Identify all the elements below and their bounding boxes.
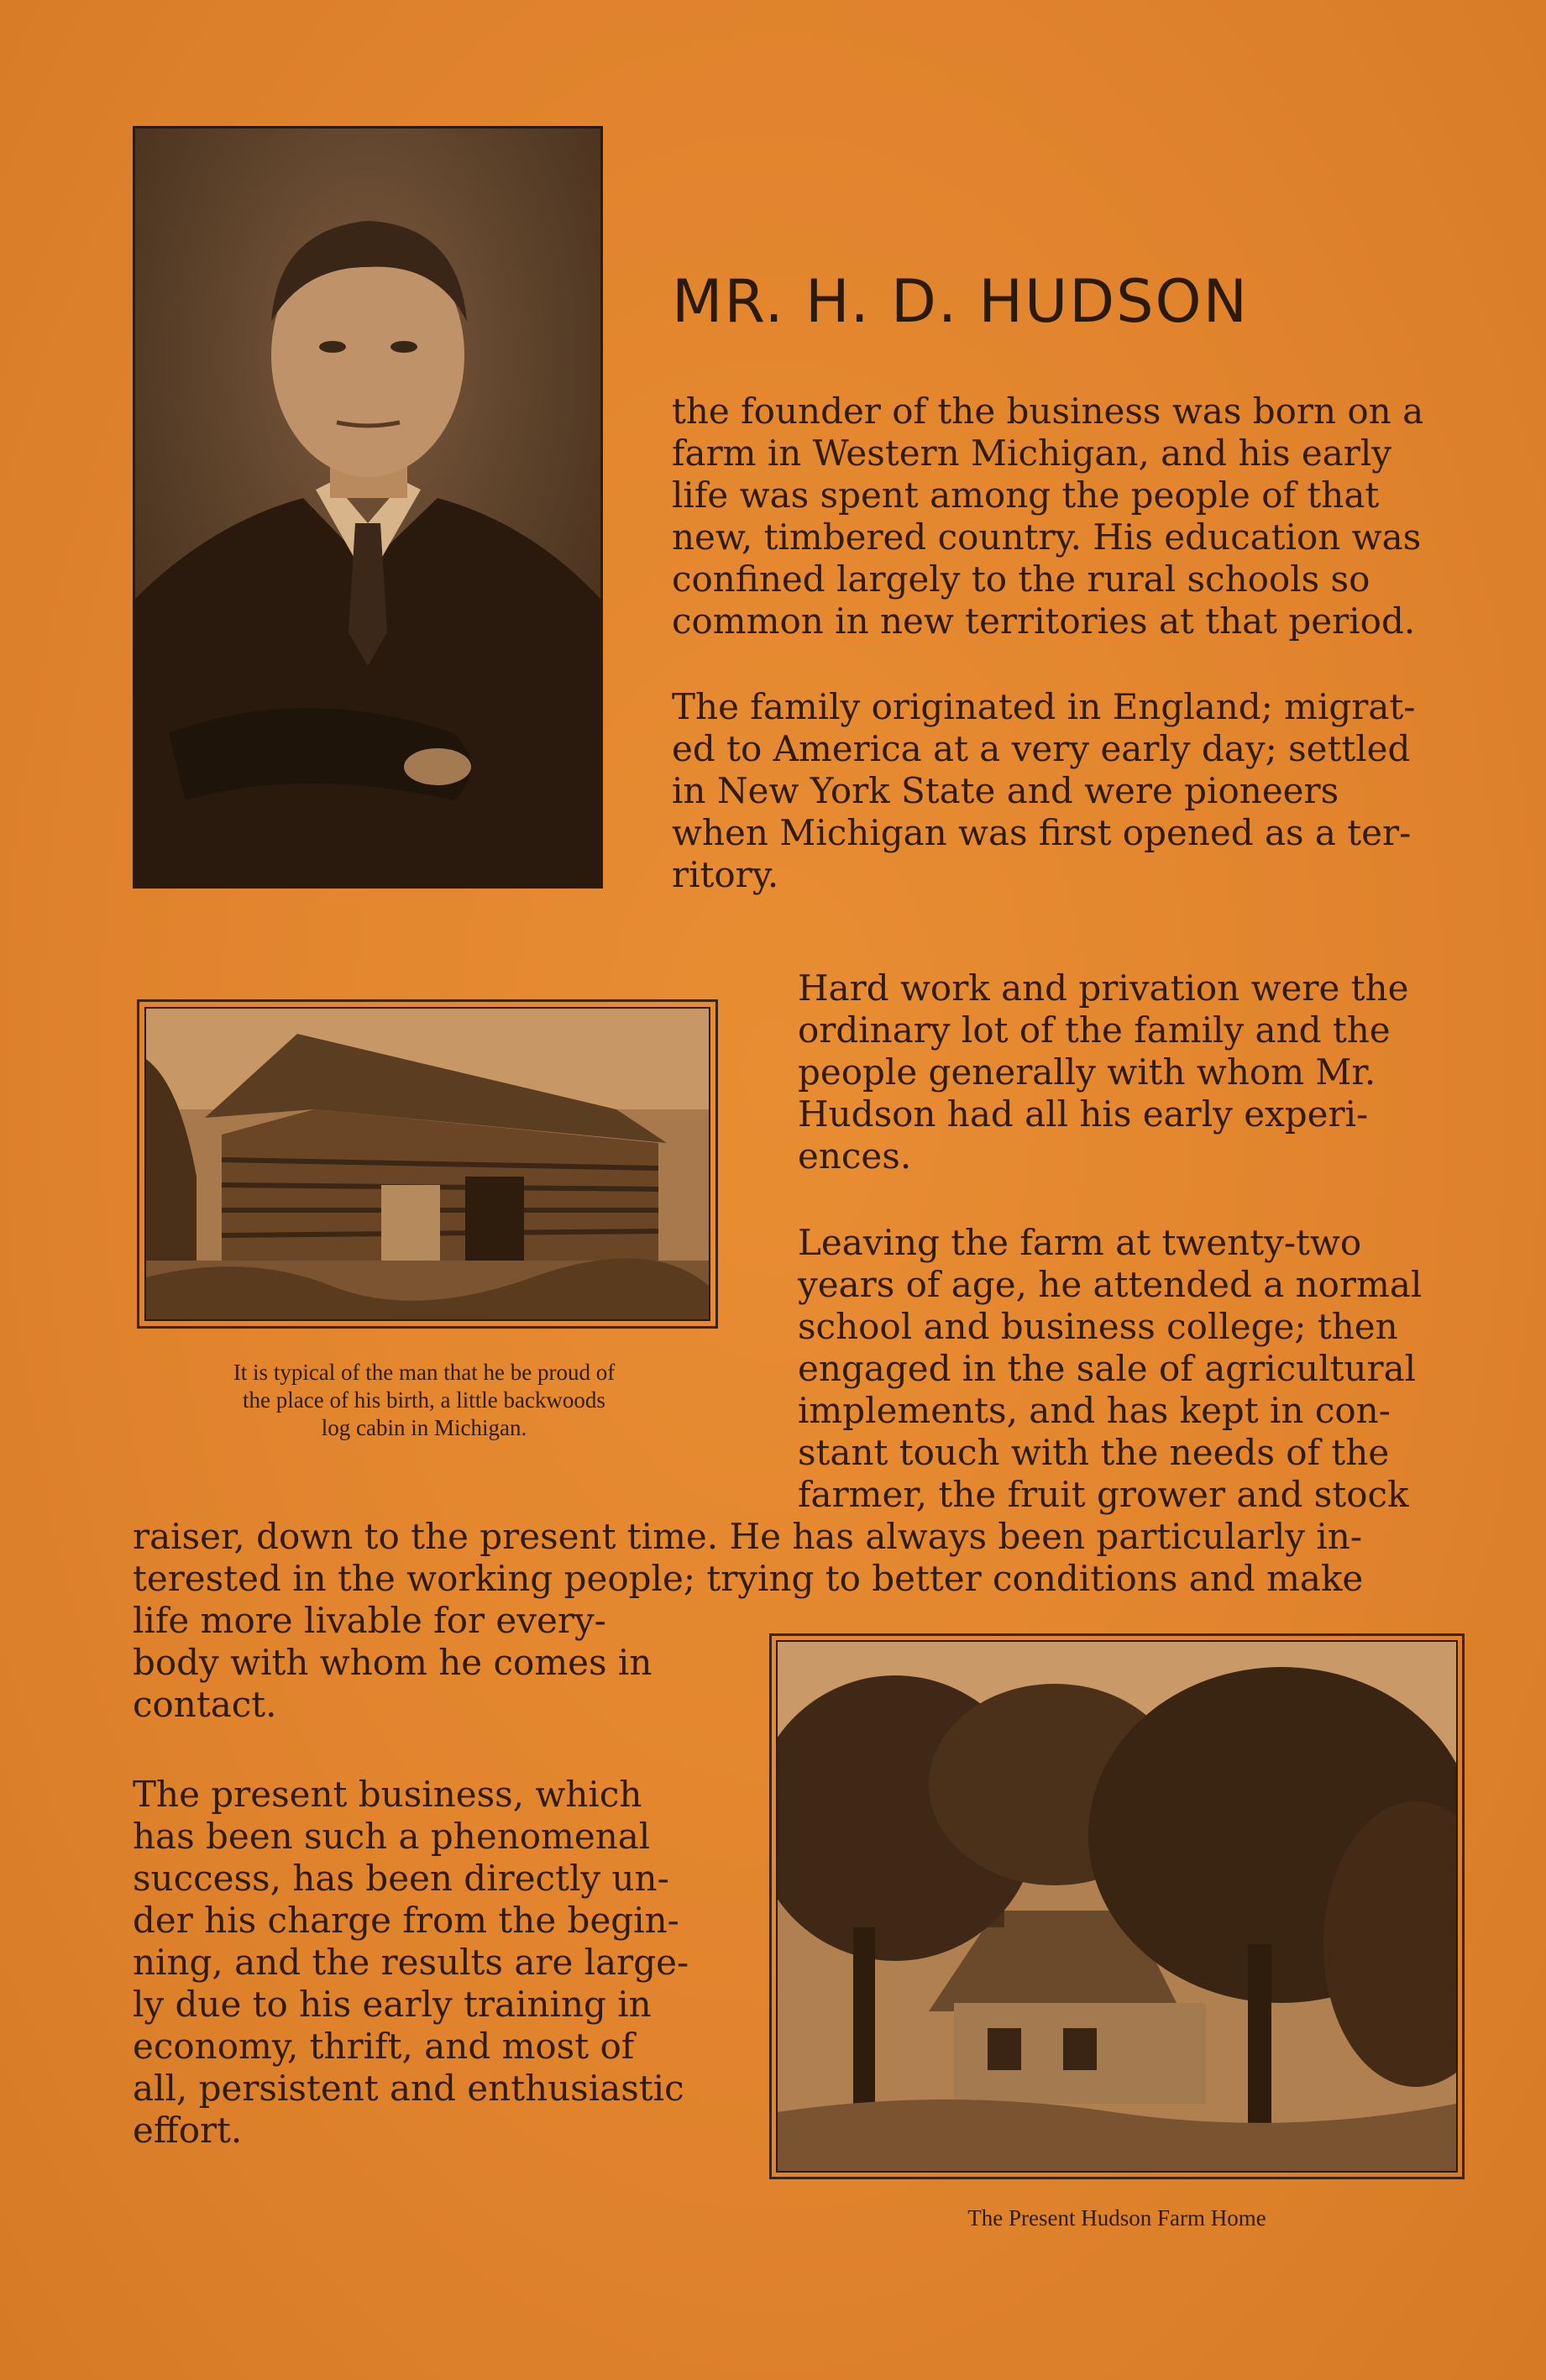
intro-paragraph <box>672 391 1470 642</box>
p4-line-5: implements, and has kept in con- <box>798 1390 1391 1431</box>
career-paragraph-left <box>133 1600 712 1726</box>
page-title: MR. H. D. HUDSON <box>672 267 1250 336</box>
p1-line-1: the founder of the business was born on a <box>672 391 1424 432</box>
p2-line-4: when Michigan was first opened as a ter- <box>672 812 1412 853</box>
p4-full-line-1: raiser, down to the present time. He has always been particularly in- <box>133 1516 1363 1557</box>
p4-left-line-1: life more livable for every- <box>133 1600 606 1641</box>
p3-line-4: Hudson had all his early experi- <box>798 1093 1369 1135</box>
p5-line-1: The present business, which <box>133 1774 642 1815</box>
p4-line-6: stant touch with the needs of the <box>798 1432 1390 1473</box>
p1-line-2: farm in Western Michigan, and his early <box>672 432 1392 474</box>
cabin-caption-line-1: It is typical of the man that he be proud of <box>233 1360 616 1385</box>
cabin-caption-line-2: the place of his birth, a little backwoods <box>243 1387 605 1413</box>
p3-line-3: people generally with whom Mr. <box>798 1051 1376 1093</box>
p4-line-2: years of age, he attended a normal <box>798 1264 1423 1305</box>
hardship-paragraph <box>798 967 1470 1177</box>
p4-left-line-2: body with whom he comes in <box>133 1642 652 1683</box>
p5-line-7: economy, thrift, and most of <box>133 2026 635 2067</box>
cabin-caption-line-3: log cabin in Michigan. <box>321 1415 527 1440</box>
p3-line-1: Hard work and privation were the <box>798 967 1409 1009</box>
p1-line-5: confined largely to the rural schools so <box>672 558 1370 600</box>
p3-line-5: ences. <box>798 1135 912 1177</box>
p4-full-line-2: terested in the working people; trying to better conditions and make <box>133 1558 1364 1599</box>
p4-line-7: farmer, the fruit grower and stock <box>798 1474 1409 1515</box>
p4-line-1: Leaving the farm at twenty-two <box>798 1222 1362 1263</box>
p2-line-5: ritory. <box>672 854 779 895</box>
p2-line-3: in New York State and were pioneers <box>672 770 1339 811</box>
p4-left-line-3: contact. <box>133 1684 277 1725</box>
p1-line-4: new, timbered country. His education was <box>672 516 1422 558</box>
p5-line-2: has been such a phenomenal <box>133 1816 651 1857</box>
farm-home-caption: The Present Hudson Farm Home <box>967 2205 1266 2231</box>
p4-line-4: engaged in the sale of agricultural <box>798 1348 1417 1389</box>
p5-line-4: der his charge from the begin- <box>133 1900 679 1941</box>
portrait-photo <box>133 126 603 889</box>
p5-line-3: success, has been directly un- <box>133 1858 669 1899</box>
cabin-caption <box>126 1359 722 1442</box>
p1-line-3: life was spent among the people of that <box>672 474 1380 516</box>
p5-line-9: effort. <box>133 2110 243 2151</box>
career-paragraph-right <box>798 1222 1470 1516</box>
p1-line-6: common in new territories at that period. <box>672 600 1416 642</box>
career-paragraph-full <box>133 1516 1470 1600</box>
family-paragraph <box>672 686 1470 896</box>
farm-home-photo <box>776 1640 1458 2173</box>
business-paragraph <box>133 1774 712 2152</box>
cabin-photo <box>144 1007 710 1321</box>
p5-line-8: all, persistent and enthusiastic <box>133 2068 684 2109</box>
p4-line-3: school and business college; then <box>798 1306 1398 1347</box>
p5-line-6: ly due to his early training in <box>133 1984 652 2025</box>
p2-line-1: The family originated in England; migrat- <box>672 686 1416 727</box>
p3-line-2: ordinary lot of the family and the <box>798 1009 1391 1051</box>
p2-line-2: ed to America at a very early day; settled <box>672 728 1411 769</box>
p5-line-5: ning, and the results are large- <box>133 1942 689 1983</box>
